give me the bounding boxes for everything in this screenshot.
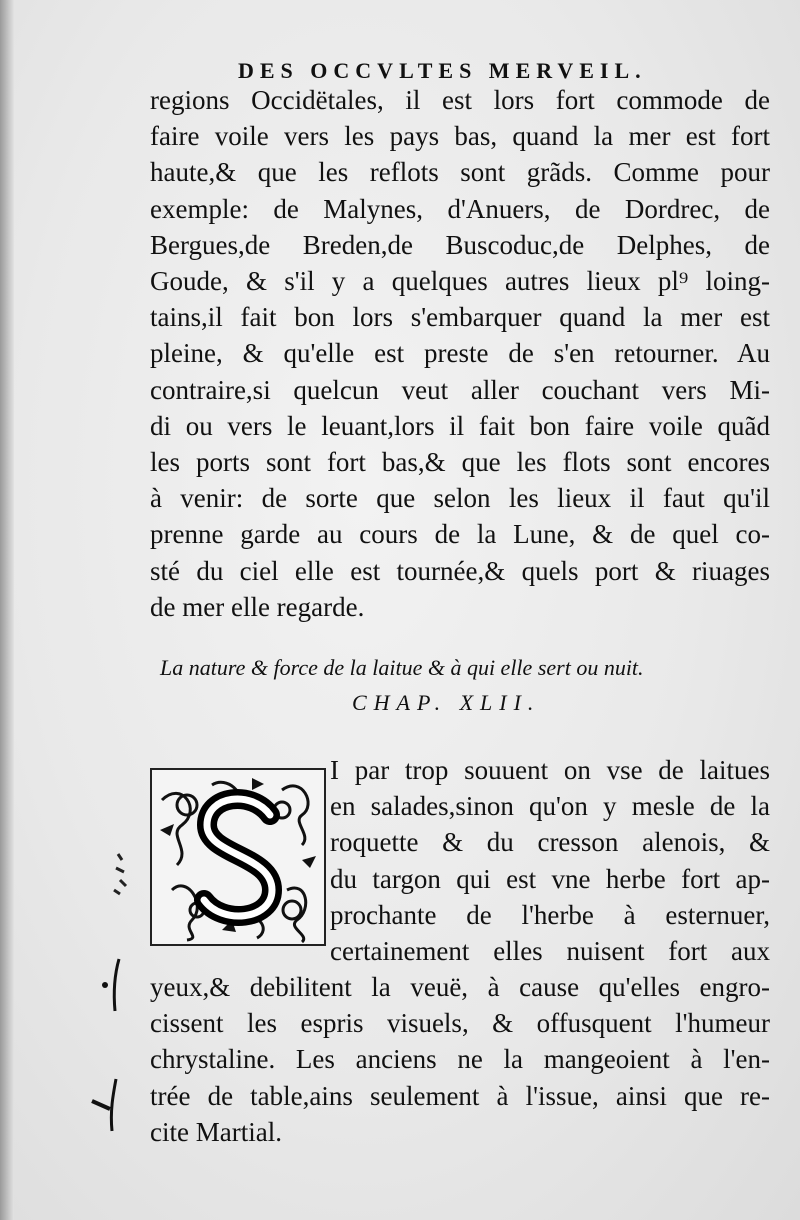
text-line: I par trop souuent on vse de laitues [330,755,770,785]
text-line: sté du ciel elle est tournée,& quels port & riuages [150,555,770,586]
text-line: yeux,& debilitent la veuë, à cause qu'elles engro- [150,972,770,1002]
text-line: trée de table,ains seulement à l'issue, ainsi que re- [150,1080,770,1111]
running-header: DES OCCVLTES MERVEIL. [238,58,647,83]
text-line: prenne garde au cours de la Lune, & de quel co- [150,519,770,550]
main-paragraph [150,82,770,625]
text-line: pleine, & qu'elle est preste de s'en retourner. Au [150,338,770,369]
text-line: haute,& que les reflots sont grãds. Comme pour [150,157,770,188]
text-line: faire voile vers les pays bas, quand la mer est fort [150,121,770,152]
text-line: du targon qui est vne herbe fort ap- [330,863,770,894]
text-line: chrystaline. Les anciens ne la mangeoient à l'en- [150,1044,770,1075]
text-line: de mer elle regarde. [150,591,365,622]
text-line: cite Martial. [150,1116,282,1147]
decorated-initial-letter [150,768,326,946]
woodcut-initial-s-icon [152,770,324,944]
text-line: en salades,sinon qu'on y mesle de la [330,791,770,822]
page-edge-shadow [0,0,14,1220]
text-line: regions Occidëtales, il est lors fort commode de [150,85,770,115]
text-line: les ports sont fort bas,& que les flots sont encores [150,447,770,478]
chapter-title: La nature & force de la laitue & à qui elle sert ou nuit. [160,655,644,680]
text-line: exemple: de Malynes, d'Anuers, de Dordrec, de [150,193,770,224]
text-line: cissent les espris visuels, & offusquent l'humeur [150,1008,770,1039]
margin-ink-blot-icon [108,848,138,898]
chapter-paragraph-beside-initial [330,752,770,969]
text-line: Goude, & s'il y a quelques autres lieux pl⁹ loing- [150,266,770,297]
text-line: à venir: de sorte que selon les lieux il faut qu'il [150,483,770,514]
text-line: di ou vers le leuant,lors il fait bon faire voile quãd [150,410,770,441]
text-line: Bergues,de Breden,de Buscoduc,de Delphes, de [150,229,770,260]
margin-ink-mark-icon [95,955,135,1015]
margin-ink-mark-icon [88,1075,132,1135]
text-line: contraire,si quelcun veut aller couchant vers Mi- [150,374,770,405]
text-line: prochante de l'herbe à esternuer, [330,899,770,930]
text-line: certainement elles nuisent fort aux [330,936,770,967]
text-line: tains,il fait bon lors s'embarquer quand la mer est [150,302,770,333]
chapter-number: CHAP. XLII. [352,690,541,715]
chapter-paragraph-continued [150,969,770,1150]
text-line: roquette & du cresson alenois, & [330,827,770,858]
